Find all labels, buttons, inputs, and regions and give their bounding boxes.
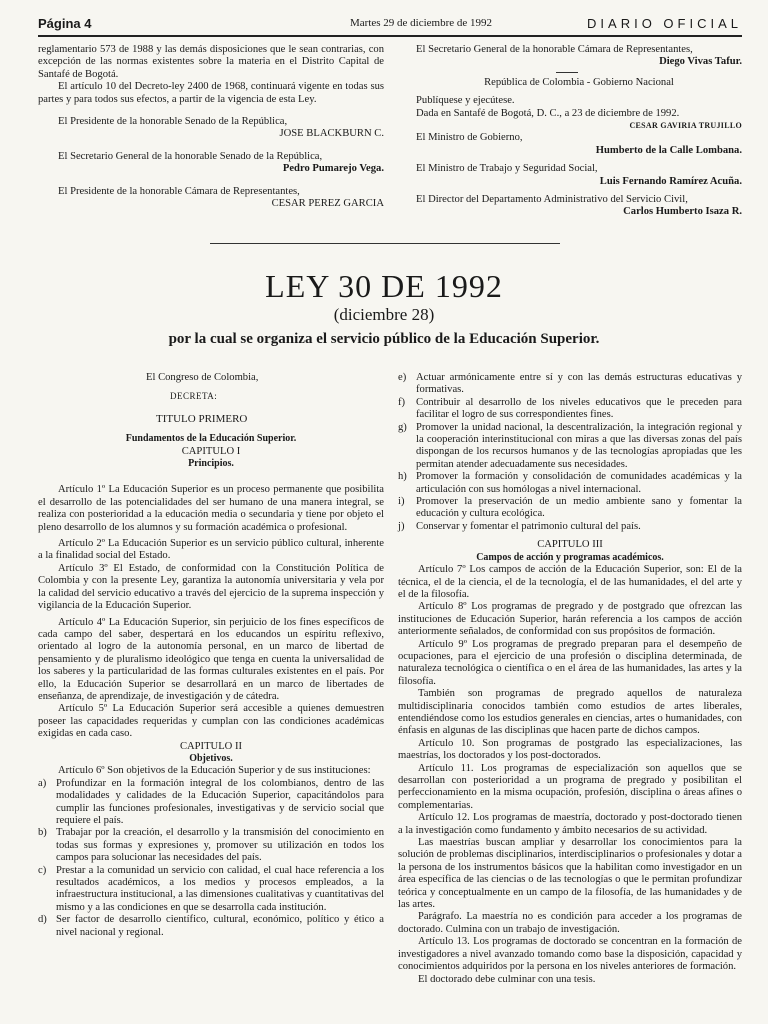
chapter-subheading: Campos de acción y programas académicos. xyxy=(476,551,664,563)
article: Artículo 7º Los campos de acción de la Educación Superior, son: El de la técnica, el de la ciencia, el de la tecnología, el de las humanidades, el del arte y el de la filosofía. xyxy=(398,564,742,600)
signatory-role: El Presidente de la honorable Senado de la República, xyxy=(58,116,288,128)
signatory-role: El Director del Departamento Administrativo del Servicio Civil, xyxy=(416,194,688,206)
list-item: h) Promover la formación y consolidación de comunidades académicas y la articulación con sus homólogas a nivel internacional. xyxy=(398,471,742,495)
article: Artículo 2º La Educación Superior es un servicio público cultural, inherente a la finalidad social del Estado. xyxy=(38,538,384,562)
section-divider xyxy=(210,243,560,244)
list-item: f) Contribuir al desarrollo de los niveles educativos que le preceden para facilitar el logro de sus correspondientes fines. xyxy=(398,396,742,421)
signatory-role: El Secretario General de la honorable Senado de la República, xyxy=(58,150,323,162)
list-item: d) Ser factor de desarrollo científico, cultural, económico, político y ético a nivel nacional y regional. xyxy=(38,914,384,938)
law-title: LEY 30 DE 1992 xyxy=(265,268,503,304)
paragraph: El artículo 10 del Decreto-ley 2400 de 1968, continuará vigente en todas sus partes y para todos sus efectos, a partir de la vigencia de esta Ley. xyxy=(38,81,384,105)
article: Artículo 9º Los programas de pregrado preparan para el desempeño de ocupaciones, para el ejercicio de una profesión o disciplina determinada, de naturaleza tecnológica o científica o en el área de las humanidades, las artes y la filosofía. xyxy=(398,638,742,687)
list-item: j) Conservar y fomentar el patrimonio cultural del país. xyxy=(398,520,641,532)
page-number: Página 4 xyxy=(38,16,92,31)
signatory-name: CESAR PEREZ GARCIA xyxy=(271,198,384,210)
signatory-role: El Secretario General de la honorable Cámara de Representantes, xyxy=(416,44,693,55)
publication-name: DIARIO OFICIAL xyxy=(587,16,742,31)
list-item: e) Actuar armónicamente entre sí y con las demás estructuras educativas y formativas. xyxy=(398,372,742,396)
article: También son programas de pregrado aquellos de naturaleza multidisciplinaria conocidos también como estudios de artes liberales, entendiéndose como los estudios generales en ciencias, artes o humanidades, con énfasis en algunas de las disciplinas que hacen parte de dichos campos. xyxy=(398,688,742,737)
publication-order: Publíquese y ejecútese. xyxy=(416,95,515,107)
law-subtitle: por la cual se organiza el servicio público de la Educación Superior. xyxy=(168,331,600,347)
congress-line: El Congreso de Colombia, xyxy=(146,372,259,383)
article: Artículo 8º Los programas de pregrado y de postgrado que ofrezcan las instituciones de Educación Superior, harán referencia a los campos de acción anteriormente señalados, de conformidad con sus propósitos de formación. xyxy=(398,601,742,638)
president-name: CESAR GAVIRIA TRUJILLO xyxy=(629,121,742,131)
signatory-name: JOSE BLACKBURN C. xyxy=(279,128,384,140)
article: Artículo 13. Los programas de doctorado se concentran en la formación de investigadores a nivel avanzado tomando como base la disposición, capacidad y conocimientos adquiridos por la persona en los niveles anteriores de formación. xyxy=(398,936,742,973)
page-header xyxy=(38,14,742,36)
article: Artículo 1º La Educación Superior es un proceso permanente que posibilita el desarrollo de las potencialidades del ser humano de una manera integral, se realiza con posterioridad a la educación media o secundaria y tiene por objeto el pleno desarrollo de los alumnos y su formación académica o profesional. xyxy=(38,484,384,533)
issue-date: Martes 29 de diciembre de 1992 xyxy=(350,17,493,29)
article: Artículo 5º La Educación Superior será accesible a quienes demuestren poseer las capacidades requeridas y cumplan con las condiciones académicas exigidas en cada caso. xyxy=(38,703,384,740)
article: Artículo 3º El Estado, de conformidad con la Constitución Política de Colombia y con la presente Ley, garantiza la autonomía universitaria y vela por la calidad del servicio educativo a través del ejercicio de la suprema inspección y vigilancia de la Educación Superior. xyxy=(38,562,384,612)
article: El doctorado debe culminar con una tesis. xyxy=(418,973,596,985)
article: Artículo 6º Son objetivos de la Educación Superior y de sus instituciones: xyxy=(58,765,371,777)
header-rule xyxy=(38,35,742,37)
chapter-heading: CAPITULO II xyxy=(179,740,243,752)
signatory-name: Diego Vivas Tafur. xyxy=(659,56,742,68)
titulo-subheading: Fundamentos de la Educación Superior. xyxy=(125,433,297,445)
list-item: c) Prestar a la comunidad un servicio con calidad, el cual hace referencia a los resultados académicos, a los medios y procesos empleados, a la infraestructura institucional, a las dimensiones cualitativas y cuantitativas del mismo y a las condiciones en que se desarrolla cada institución. xyxy=(38,864,384,913)
titulo-heading: TITULO PRIMERO xyxy=(156,412,248,425)
chapter-subheading: Principios. xyxy=(188,458,234,470)
signatory-name: Carlos Humberto Isaza R. xyxy=(623,206,742,218)
list-item: b) Trabajar por la creación, el desarrollo y la transmisión del conocimiento en todas sus formas y expresiones y, promover su utilización en todos los campos para solucionar las necesidades del país. xyxy=(38,827,384,864)
article: Artículo 10. Son programas de postgrado las especializaciones, las maestrías, los doctorados y los post-doctorados. xyxy=(398,737,742,762)
signatory-name: Humberto de la Calle Lombana. xyxy=(595,144,742,156)
article: Artículo 4º La Educación Superior, sin perjuicio de los fines específicos de cada campo del saber, despertará en los educandos un espíritu reflexivo, orientado al logro de la autonomía personal, en un marco de libertad de pensamiento y de pluralismo ideológico que tenga en cuenta la universalidad de los saberes y la particularidad de las formas culturales existentes en el país. Por ello, la Educación Superior se desarrollará en un marco de libertades de enseñanza, de aprendizaje, de investigación y de cátedra. xyxy=(38,616,384,702)
article: Artículo 11. Los programas de especialización son aquellos que se desarrollan con posterioridad a un programa de pregrado y posibilitan el perfeccionamiento en la misma ocupación, profesión, disciplina o áreas afines o complementarias. xyxy=(398,762,742,811)
signatory-name: Pedro Pumarejo Vega. xyxy=(282,163,384,175)
top-right-column xyxy=(416,44,742,219)
signatory-role: El Ministro de Trabajo y Seguridad Social, xyxy=(416,163,598,175)
article: Artículo 12. Los programas de maestría, doctorado y post-doctorado tienen a la investigación como fundamento y ámbito necesarios de su actividad. xyxy=(398,812,742,836)
government-line: República de Colombia - Gobierno Nacional xyxy=(484,76,674,88)
law-date: (diciembre 28) xyxy=(333,305,435,324)
signatory-role: El Ministro de Gobierno, xyxy=(416,132,523,144)
signatory-name: Luis Fernando Ramírez Acuña. xyxy=(599,175,742,187)
body-right-column xyxy=(398,372,742,986)
divider xyxy=(556,72,578,73)
paragraph: Parágrafo. La maestría no es condición para acceder a los programas de doctorado. Culmina con un trabajo de investigación. xyxy=(398,911,742,935)
top-left-column xyxy=(38,44,384,210)
chapter-heading: CAPITULO III xyxy=(537,539,603,551)
issued-date: Dada en Santafé de Bogotá, D. C., a 23 de diciembre de 1992. xyxy=(416,107,680,119)
list-item: g) Promover la unidad nacional, la descentralización, la integración regional y la cooperación interinstitucional con miras a que las diversas zonas del país dispongan de los recursos humanos y de las tecnologías apropiadas que les permitan atender adecuadamente sus necesidades. xyxy=(398,421,742,470)
signatory-role: El Presidente de la honorable Cámara de Representantes, xyxy=(58,185,300,197)
chapter-subheading: Objetivos. xyxy=(189,752,233,764)
body-left-column xyxy=(38,372,384,939)
list-item: i) Promover la preservación de un medio ambiente sano y fomentar la educación y cultura ecológica. xyxy=(398,496,742,520)
paragraph: reglamentario 573 de 1988 y las demás disposiciones que le sean contrarias, con excepción de las normas existentes sobre la materia en el Distrito Capital de Santafé de Bogotá. xyxy=(38,44,384,80)
chapter-heading: CAPITULO I xyxy=(181,445,241,457)
article: Las maestrías buscan ampliar y desarrollar los conocimientos para la solución de problemas disciplinarios, interdisciplinarios o profesionales y dotar a la persona de los instrumentos básicos que la habilitan como investigador en un área específica de las ciencias o de las tecnologías o que le permitan profundizar teórica y conceptualmente en un campo de la filosofía, de las humanidades y de las artes. xyxy=(398,837,742,911)
decreta-label: DECRETA: xyxy=(170,391,218,402)
list-item: a) Profundizar en la formación integral de los colombianos, dentro de las modalidades y calidades de la Educación Superior, capacitándolos para cumplir las funciones profesionales, investigativas y de servicio social que requiere el país. xyxy=(38,777,384,826)
